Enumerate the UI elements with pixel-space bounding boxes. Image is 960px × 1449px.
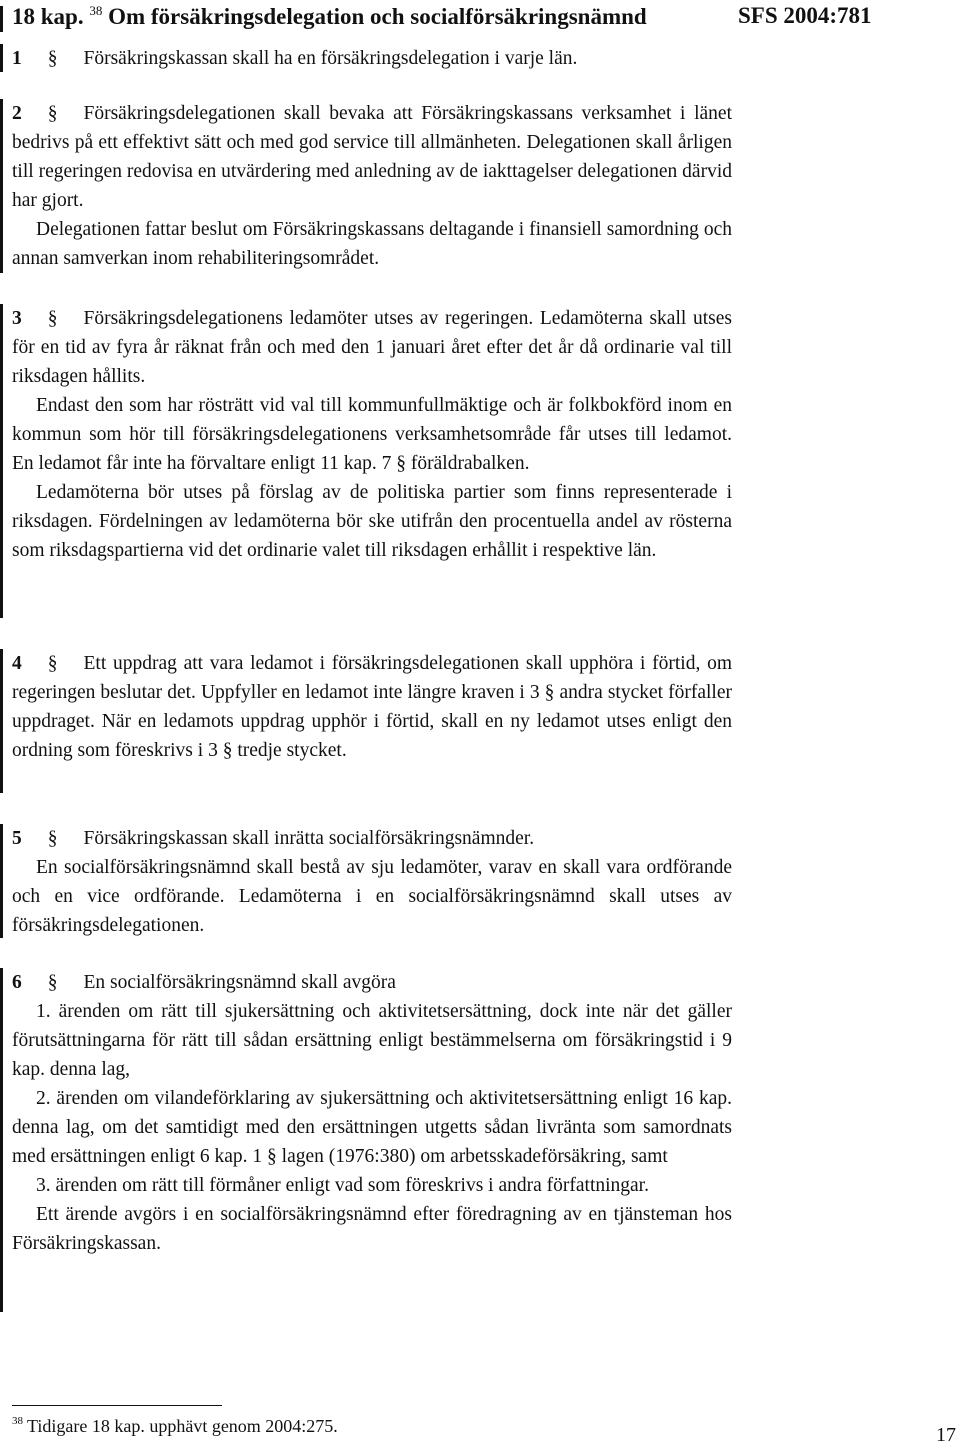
sfs-number: SFS 2004:781 bbox=[738, 3, 872, 28]
section-paragraph: Delegationen fattar beslut om Försäkringskassans deltagande i finansiell samordning och annan samverkan inom rehabiliteringsområdet. bbox=[12, 219, 732, 269]
section-paragraph: Försäkringsdelegationen skall bevaka att Försäkringskassans verksamhet i länet bedrivs på ett effektivt sätt och med god service till allmänheten. Delegationen skall årligen till regeringen redovisa en utvärdering med anledning av de iakttagelser delegationen därvid har gjort. bbox=[12, 103, 732, 211]
section-sign: § bbox=[47, 828, 58, 849]
section-paragraph: Endast den som har rösträtt vid val till kommunfullmäktige och är folkbokförd inom en kommun som hör till försäkringsdelegationens verksamhetsområde får utses till ledamot. En ledamot får inte ha förvaltare enligt 11 kap. 7 § föräldrabalken. bbox=[12, 395, 732, 474]
change-bar bbox=[0, 99, 3, 273]
section-number: 6 bbox=[12, 972, 22, 993]
list-item: 3. ärenden om rätt till förmåner enligt vad som föreskrivs i andra författningar. bbox=[36, 1175, 649, 1196]
footnote-text: Tidigare 18 kap. upphävt genom 2004:275. bbox=[27, 1416, 338, 1436]
section-2 bbox=[12, 99, 732, 273]
change-bar bbox=[0, 824, 3, 938]
change-bar bbox=[0, 968, 3, 1312]
page-number: 17 bbox=[936, 1424, 956, 1446]
footnote bbox=[12, 1415, 338, 1437]
chapter-number: 18 kap. bbox=[12, 4, 84, 29]
list-item: 2. ärenden om vilandeförklaring av sjukersättning och aktivitetsersättning enligt 16 kap. denna lag, om det samtidigt med den ersättningen utgetts sådan livränta som samordnats med ersättningen enligt 6 kap. 1 § lagen (1976:380) om arbetsskadeförsäkring, samt bbox=[12, 1088, 732, 1167]
footnote-number: 38 bbox=[12, 1415, 23, 1427]
section-paragraph: En socialförsäkringsnämnd skall bestå av sju ledamöter, varav en skall vara ordförande och en vice ordförande. Ledamöterna i en socialförsäkringsnämnd skall utses av försäkringsdelegationen. bbox=[12, 857, 732, 936]
change-bar bbox=[0, 6, 3, 32]
section-paragraph: Försäkringsdelegationens ledamöter utses av regeringen. Ledamöterna skall utses för en tid av fyra år räknat från och med den 1 januari året efter det år då ordinarie val till riksdagen hållits. bbox=[12, 308, 732, 387]
change-bar bbox=[0, 44, 3, 72]
section-5 bbox=[12, 824, 732, 940]
section-sign: § bbox=[47, 48, 58, 69]
section-number: 2 bbox=[12, 103, 22, 124]
chapter-title: Om försäkringsdelegation och socialförsäkringsnämnd bbox=[108, 4, 647, 29]
chapter-heading bbox=[12, 3, 647, 30]
section-number: 1 bbox=[12, 48, 22, 69]
section-sign: § bbox=[47, 308, 58, 329]
section-paragraph: En socialförsäkringsnämnd skall avgöra bbox=[83, 972, 396, 993]
section-sign: § bbox=[47, 653, 58, 674]
section-1 bbox=[12, 44, 732, 73]
section-4 bbox=[12, 649, 732, 765]
section-3 bbox=[12, 304, 732, 565]
section-number: 4 bbox=[12, 653, 22, 674]
section-text: Försäkringskassan skall ha en försäkringsdelegation i varje län. bbox=[83, 48, 578, 69]
section-paragraph: Ett ärende avgörs i en socialförsäkringsnämnd efter föredragning av en tjänsteman hos Försäkringskassan. bbox=[12, 1204, 732, 1254]
section-sign: § bbox=[47, 972, 58, 993]
section-number: 3 bbox=[12, 308, 22, 329]
change-bar bbox=[0, 304, 3, 618]
section-sign: § bbox=[47, 103, 58, 124]
section-paragraph: Ledamöterna bör utses på förslag av de politiska partier som finns representerade i riksdagen. Fördelningen av ledamöterna bör ske utifrån den procentuella andel av rösterna som riksdagspartierna vid det ordinarie valet till riksdagen erhållit i respektive län. bbox=[12, 482, 732, 561]
footnote-divider bbox=[12, 1405, 222, 1406]
footnote-reference: 38 bbox=[89, 3, 103, 18]
section-6 bbox=[12, 968, 732, 1258]
section-paragraph: Ett uppdrag att vara ledamot i försäkringsdelegationen skall upphöra i förtid, om regeringen beslutar det. Uppfyller en ledamot inte längre kraven i 3 § andra stycket förfaller uppdraget. När en ledamots uppdrag upphör i förtid, skall en ny ledamot utses enligt den ordning som föreskrivs i 3 § tredje stycket. bbox=[12, 653, 732, 761]
change-bar bbox=[0, 649, 3, 793]
section-number: 5 bbox=[12, 828, 22, 849]
section-paragraph: Försäkringskassan skall inrätta socialförsäkringsnämnder. bbox=[83, 828, 535, 849]
list-item: 1. ärenden om rätt till sjukersättning och aktivitetsersättning, dock inte när det gäller förutsättningarna för rätt till sådan ersättning enligt bestämmelserna om försäkringstid i 9 kap. denna lag, bbox=[12, 1001, 732, 1080]
